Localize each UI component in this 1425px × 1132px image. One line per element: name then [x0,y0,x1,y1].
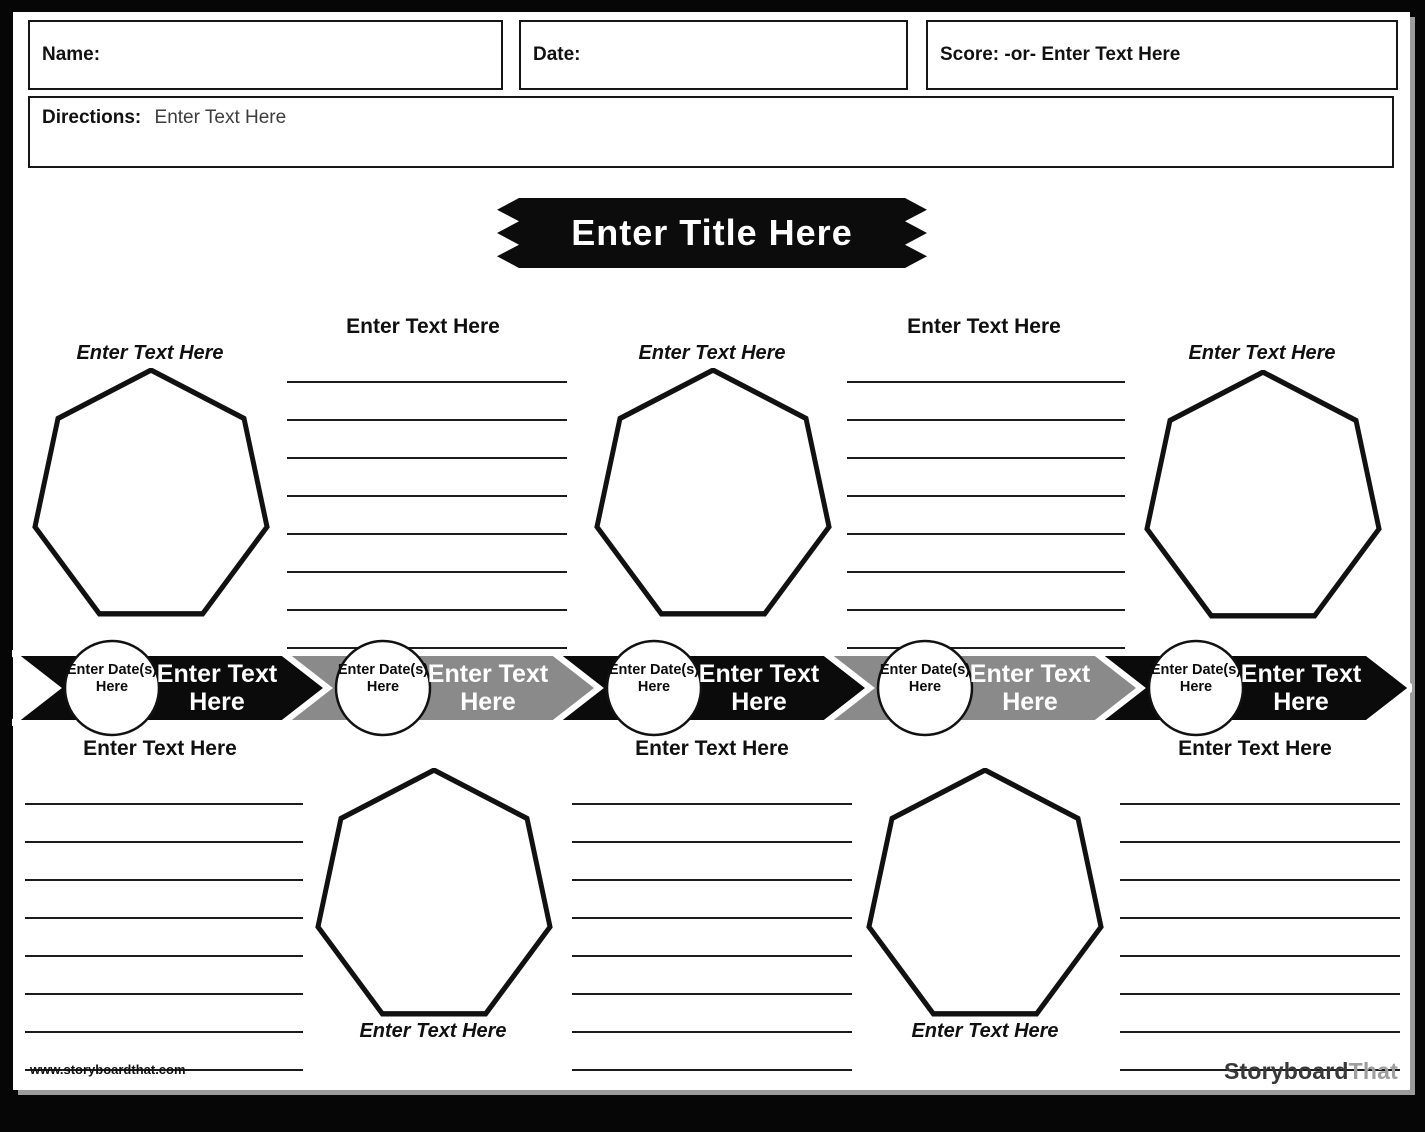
storyboardthat-logo [1223,1054,1398,1088]
logo-text [1224,1058,1398,1085]
bottom-lines-3-header[interactable]: Enter Text Here [1178,737,1332,760]
bottom-lines-1-header[interactable]: Enter Text Here [83,737,237,760]
timeline-event-label-2[interactable]: Enter Text Here [427,660,549,716]
writing-line [572,881,852,919]
score-label: Score: -or- Enter Text Here [940,44,1181,65]
score-field[interactable] [926,20,1398,90]
writing-line [572,805,852,843]
bottom-lines-1-block [25,767,303,1071]
writing-line [1120,805,1400,843]
directions-label: Directions: [42,107,142,128]
bottom-lines-3-block [1120,767,1400,1071]
writing-line [25,957,303,995]
bottom-heptagon-2-label[interactable]: Enter Text Here [911,1020,1059,1042]
logo-text-secondary: That [1348,1057,1398,1084]
writing-line [1120,995,1400,1033]
timeline-date-label-3[interactable]: Enter Date(s) Here [608,662,700,695]
writing-line [287,421,567,459]
top-heptagon-1[interactable] [32,368,270,618]
directions-placeholder: Enter Text Here [154,107,287,128]
writing-line [572,957,852,995]
writing-line [847,383,1125,421]
writing-line [1120,919,1400,957]
writing-line [847,497,1125,535]
writing-line [287,459,567,497]
writing-line [847,535,1125,573]
top-heptagon-2-label[interactable]: Enter Text Here [638,342,786,364]
writing-line [572,995,852,1033]
timeline-date-label-5[interactable]: Enter Date(s) Here [1150,662,1242,695]
name-field[interactable] [28,20,503,90]
writing-line [287,573,567,611]
website-url: www.storyboardthat.com [30,1062,186,1077]
writing-line [287,345,567,383]
writing-line [287,383,567,421]
writing-line [25,805,303,843]
writing-line [25,881,303,919]
writing-line [25,995,303,1033]
writing-line [1120,767,1400,805]
top-lines-2-block [847,345,1125,649]
writing-line [572,767,852,805]
top-heptagon-2[interactable] [594,368,832,618]
top-lines-1-block [287,345,567,649]
bottom-lines-2-header[interactable]: Enter Text Here [635,737,789,760]
writing-line [25,843,303,881]
timeline-date-label-2[interactable]: Enter Date(s) Here [337,662,429,695]
writing-line [287,535,567,573]
worksheet-page [13,12,1410,1090]
writing-line [572,843,852,881]
top-lines-1-header[interactable]: Enter Text Here [346,315,500,338]
top-lines-2-header[interactable]: Enter Text Here [907,315,1061,338]
writing-line [1120,881,1400,919]
top-heptagon-1-label[interactable]: Enter Text Here [76,342,224,364]
writing-line [572,1033,852,1071]
writing-line [25,919,303,957]
writing-line [847,421,1125,459]
name-label: Name: [42,44,101,65]
date-field[interactable] [519,20,908,90]
bottom-heptagon-1[interactable] [315,768,553,1018]
timeline-event-label-1[interactable]: Enter Text Here [156,660,278,716]
logo-text-primary: Storyboard [1223,1057,1349,1084]
writing-line [287,497,567,535]
writing-line [847,459,1125,497]
timeline-event-label-3[interactable]: Enter Text Here [698,660,820,716]
bottom-heptagon-2[interactable] [866,768,1104,1018]
date-label: Date: [533,44,581,65]
title-text[interactable]: Enter Title Here [571,212,853,253]
top-heptagon-3-label[interactable]: Enter Text Here [1188,342,1336,364]
bottom-heptagon-1-label[interactable]: Enter Text Here [359,1020,507,1042]
writing-line [1120,957,1400,995]
timeline-event-label-5[interactable]: Enter Text Here [1240,660,1362,716]
writing-line [1120,843,1400,881]
timeline-date-label-1[interactable]: Enter Date(s) Here [66,662,158,695]
top-heptagon-3[interactable] [1144,370,1382,620]
writing-line [847,573,1125,611]
timeline-date-label-4[interactable]: Enter Date(s) Here [879,662,971,695]
writing-line [25,767,303,805]
title-banner [497,198,927,268]
bottom-lines-2-block [572,767,852,1071]
writing-line [847,345,1125,383]
writing-line [572,919,852,957]
timeline-event-label-4[interactable]: Enter Text Here [969,660,1091,716]
directions-field[interactable] [28,96,1394,168]
